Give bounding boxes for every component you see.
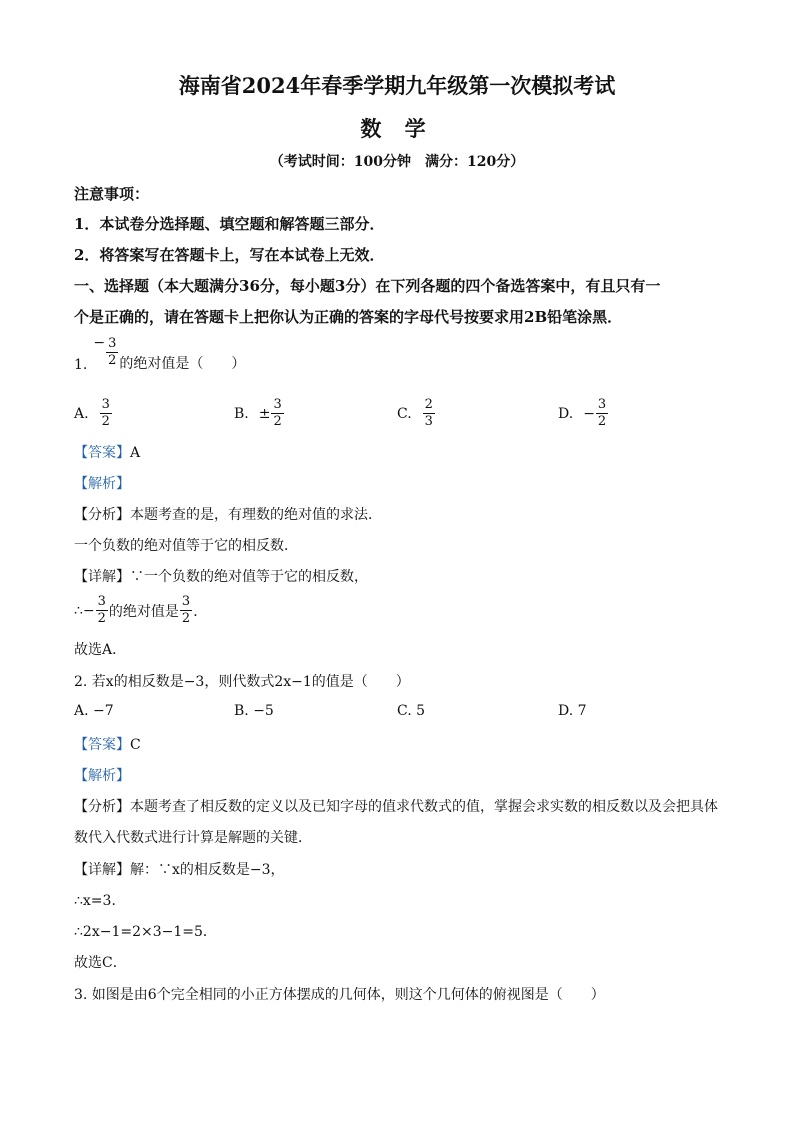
- fenxi-text: 本题考查了相反数的定义以及已知字母的值求代数式的值，掌握会求实数的相反数以及会把具体: [130, 799, 718, 815]
- detail-line-2: [74, 594, 207, 627]
- question-number: 1.: [74, 357, 88, 373]
- option-fraction: [271, 397, 283, 430]
- analysis-tag: 【解析】: [74, 476, 130, 492]
- notes-item-2: 2．将答案写在答题卡上，写在本试卷上无效．: [74, 246, 385, 264]
- option-letter: A.: [74, 405, 89, 422]
- detail-mid: 的绝对值是: [108, 603, 179, 620]
- answer-row-2: [74, 734, 141, 754]
- section-intro-line1: 一、选择题（本大题满分36分，每小题3分）在下列各题的四个备选答案中，有且只有一: [74, 277, 661, 295]
- option-c: C. 5: [397, 703, 426, 719]
- answer-tag: 【答案】: [74, 445, 130, 461]
- fenxi-tag: 【分析】: [74, 799, 130, 815]
- question-1-stem: [74, 335, 246, 373]
- answer-value: C: [130, 737, 141, 753]
- subject-title: 数 学: [360, 116, 434, 141]
- fenxi-row: [74, 504, 382, 524]
- analysis-tag: 【解析】: [74, 768, 130, 784]
- detail-row: [74, 859, 285, 879]
- exam-title: 海南省2024年春季学期九年级第一次模拟考试: [178, 73, 616, 98]
- fenxi-row: [74, 796, 718, 816]
- option-b: [234, 397, 285, 430]
- fraction-numerator: 3: [97, 594, 106, 609]
- fraction-denominator: 2: [597, 414, 607, 429]
- detail-tag: 【详解】: [74, 862, 130, 878]
- fraction-denominator: 2: [97, 611, 106, 626]
- option-a: A. −7: [74, 703, 114, 719]
- therefore-prefix: ∴−: [74, 602, 95, 619]
- fenxi-line-2: 数代入代数式进行计算是解题的关键．: [74, 830, 312, 846]
- fraction-numerator: 3: [181, 594, 191, 609]
- fraction-denominator: 2: [108, 353, 117, 368]
- option-sign: ±: [258, 405, 271, 422]
- fenxi-line-2: 一个负数的绝对值等于它的相反数．: [74, 538, 298, 554]
- notes-item-1: 1．本试卷分选择题、填空题和解答题三部分．: [74, 215, 385, 233]
- fraction-denominator: 3: [424, 414, 433, 429]
- option-c: [397, 397, 436, 430]
- detail-text: ∵一个负数的绝对值等于它的相反数，: [130, 569, 368, 585]
- fraction-denominator: 2: [101, 414, 110, 429]
- fraction-numerator: 3: [108, 336, 117, 351]
- option-d: D. 7: [558, 703, 587, 719]
- detail-text: 解：∵x的相反数是−3，: [130, 862, 285, 878]
- fraction-numerator: 3: [101, 397, 110, 412]
- option-letter: C.: [397, 405, 412, 422]
- fraction-sign: −: [93, 335, 106, 351]
- detail-end: ．: [193, 603, 208, 620]
- question-1-suffix: 的绝对值是（ ）: [119, 356, 246, 372]
- fenxi-text: 本题考查的是，有理数的绝对值的求法．: [130, 507, 382, 523]
- exam-info: （考试时间：100分钟 满分：120分）: [269, 154, 525, 170]
- fraction-denominator: 2: [181, 611, 191, 626]
- notes-heading: 注意事项：: [74, 185, 150, 203]
- fraction-numerator: 2: [424, 397, 433, 412]
- option-sign: −: [583, 405, 595, 422]
- detail-row: [74, 566, 368, 586]
- option-fraction: [423, 397, 435, 430]
- answer-row-1: [74, 442, 140, 462]
- option-b: B. −5: [234, 703, 274, 719]
- step-2: ∴2x−1=2×3−1=5．: [74, 924, 217, 940]
- section-intro-line2: 个是正确的，请在答题卡上把你认为正确的答案的字母代号按要求用2B铅笔涂黑．: [74, 308, 623, 326]
- fraction: [96, 594, 108, 627]
- option-d: [558, 397, 609, 430]
- option-letter: B.: [234, 405, 249, 422]
- fraction-numerator: 3: [273, 397, 282, 412]
- fraction: [106, 336, 118, 369]
- option-fraction: [596, 397, 608, 430]
- answer-tag: 【答案】: [74, 737, 130, 753]
- fraction-denominator: 2: [273, 414, 282, 429]
- fraction-numerator: 3: [597, 397, 607, 412]
- option-fraction: [100, 397, 112, 430]
- answer-value: A: [130, 445, 141, 461]
- conclusion-1: 故选A．: [74, 642, 127, 658]
- fraction: [180, 594, 192, 627]
- detail-tag: 【详解】: [74, 569, 130, 585]
- step-1: ∴x=3．: [74, 893, 126, 909]
- fenxi-tag: 【分析】: [74, 507, 130, 523]
- conclusion-2: 故选C．: [74, 955, 127, 971]
- option-a: [74, 397, 113, 430]
- option-letter: D.: [558, 405, 574, 422]
- question-2-stem: 2. 若x的相反数是−3，则代数式2x−1的值是（ ）: [74, 674, 410, 690]
- question-3-stem: 3. 如图是由6个完全相同的小正方体摆成的几何体，则这个几何体的俯视图是（ ）: [74, 987, 605, 1003]
